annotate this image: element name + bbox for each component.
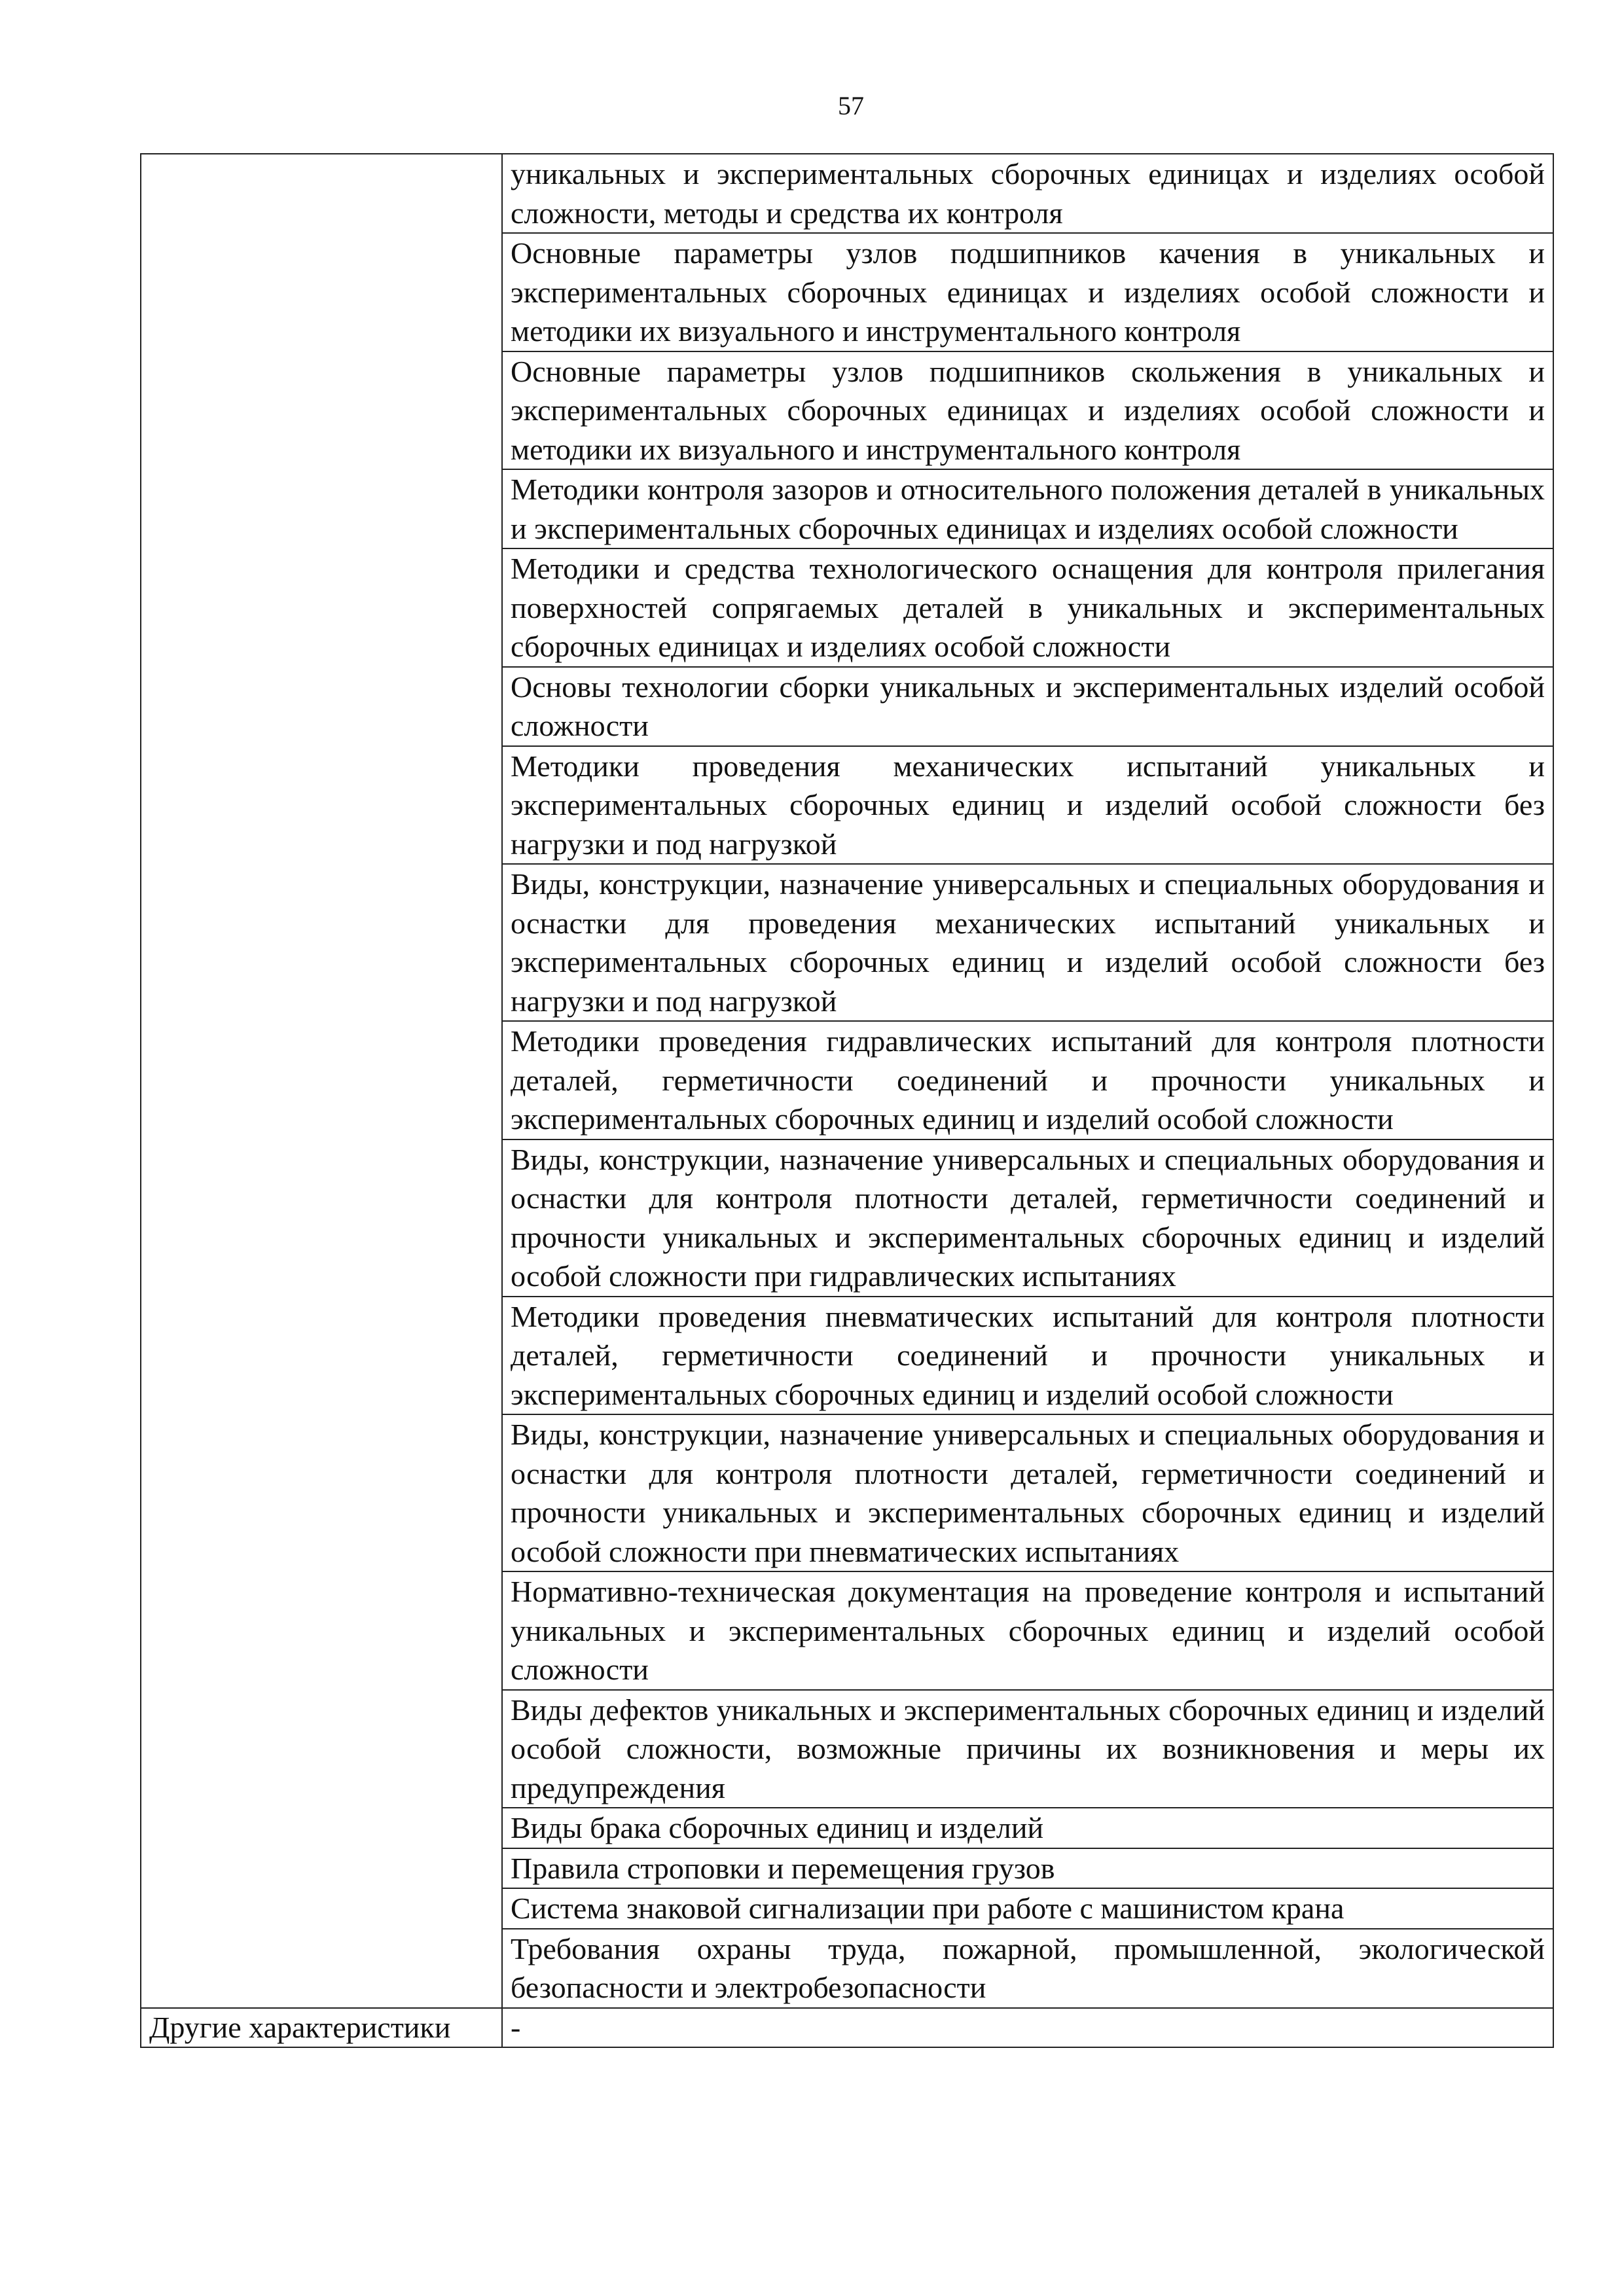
knowledge-item: Виды брака сборочных единиц и изделий <box>502 1808 1553 1848</box>
empty-label-cell <box>141 154 502 2008</box>
knowledge-item: Методики проведения гидравлических испытаний для контроля плотности деталей, герметичности соединений и прочности уникальных и экспериментальных сборочных единиц и изделий особой сложности <box>502 1021 1553 1139</box>
knowledge-item: Методики и средства технологического оснащения для контроля прилегания поверхностей сопрягаемых деталей в уникальных и экспериментальных сборочных единицах и изделиях особой сложности <box>502 548 1553 667</box>
knowledge-item: Требования охраны труда, пожарной, промышленной, экологической безопасности и электробезопасности <box>502 1929 1553 2008</box>
knowledge-item: Методики проведения механических испытаний уникальных и экспериментальных сборочных единиц и изделий особой сложности без нагрузки и под нагрузкой <box>502 746 1553 865</box>
knowledge-item: уникальных и экспериментальных сборочных единицах и изделиях особой сложности, методы и средства их контроля <box>502 154 1553 233</box>
knowledge-item: Виды, конструкции, назначение универсальных и специальных оборудования и оснастки для проведения механических испытаний уникальных и экспериментальных сборочных единиц и изделий особой сложности без нагрузки и под нагрузкой <box>502 864 1553 1021</box>
knowledge-item: Виды, конструкции, назначение универсальных и специальных оборудования и оснастки для контроля плотности деталей, герметичности соединений и прочности уникальных и экспериментальных сборочных единиц и изделий особой сложности при гидравлических испытаниях <box>502 1139 1553 1297</box>
other-characteristics-label: Другие характеристики <box>141 2008 502 2047</box>
knowledge-item: Основные параметры узлов подшипников скольжения в уникальных и экспериментальных сборочных единицах и изделиях особой сложности и методики их визуального и инструментального контроля <box>502 351 1553 470</box>
other-characteristics-value: - <box>502 2008 1553 2047</box>
knowledge-item: Виды, конструкции, назначение универсальных и специальных оборудования и оснастки для контроля плотности деталей, герметичности соединений и прочности уникальных и экспериментальных сборочных единиц и изделий особой сложности при пневматических испытаниях <box>502 1414 1553 1571</box>
table-row <box>141 2008 1553 2047</box>
page-number: 57 <box>838 91 864 120</box>
knowledge-item: Система знаковой сигнализации при работе с машинистом крана <box>502 1888 1553 1929</box>
knowledge-item: Основные параметры узлов подшипников качения в уникальных и экспериментальных сборочных единицах и изделиях особой сложности и методики их визуального и инструментального контроля <box>502 233 1553 351</box>
knowledge-item: Виды дефектов уникальных и экспериментальных сборочных единиц и изделий особой сложности, возможные причины их возникновения и меры их предупреждения <box>502 1690 1553 1808</box>
knowledge-item: Методики контроля зазоров и относительного положения деталей в уникальных и экспериментальных сборочных единицах и изделиях особой сложности <box>502 469 1553 548</box>
knowledge-item: Методики проведения пневматических испытаний для контроля плотности деталей, герметичности соединений и прочности уникальных и экспериментальных сборочных единиц и изделий особой сложности <box>502 1297 1553 1415</box>
requirements-table <box>140 153 1554 2048</box>
knowledge-item: Нормативно-техническая документация на проведение контроля и испытаний уникальных и экспериментальных сборочных единиц и изделий особой сложности <box>502 1571 1553 1690</box>
knowledge-item: Правила строповки и перемещения грузов <box>502 1848 1553 1889</box>
table-row <box>141 154 1553 233</box>
knowledge-item: Основы технологии сборки уникальных и экспериментальных изделий особой сложности <box>502 667 1553 746</box>
